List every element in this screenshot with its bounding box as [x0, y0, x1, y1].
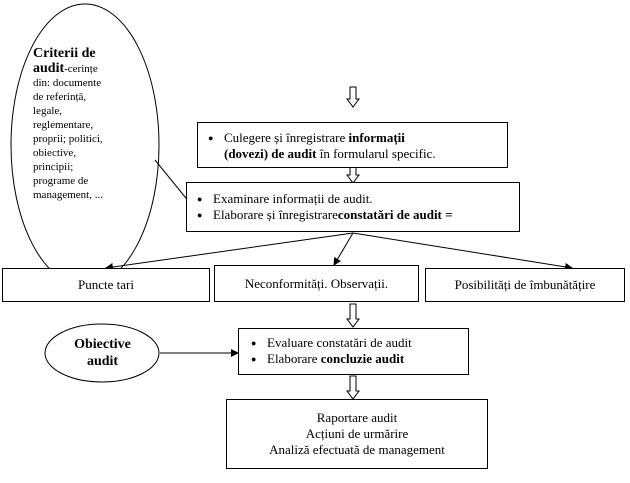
strong-points-box — [2, 268, 210, 302]
criteria-title-line1: Criterii de — [33, 46, 96, 61]
evaluate-box — [238, 328, 469, 375]
objectives-line1: Obiective — [74, 337, 131, 352]
collect-item: ● Culegere și înregistrare informații (dovezi) de audit în formularul specific. — [208, 130, 497, 162]
objectives-line2: audit — [86, 354, 119, 369]
improvements-label: Posibilități de îmbunătățire — [454, 277, 596, 292]
arrow-to-nonconformities — [334, 233, 353, 265]
collect-info-box — [197, 122, 508, 168]
strong-points-label: Puncte tari — [78, 277, 134, 292]
criteria-line: reglementare, — [33, 119, 94, 131]
examine-item-2: ● Elaborare și înregistrareconstatări de audit = — [197, 207, 509, 223]
report-box — [226, 399, 488, 469]
improvements-box — [425, 268, 625, 302]
arrow-to-strong-points — [106, 233, 353, 268]
criteria-title-line2: audit-cerințe — [33, 61, 98, 76]
objectives-text — [55, 335, 150, 371]
criteria-line: din: documente — [33, 77, 102, 89]
criteria-line: programe de — [33, 175, 89, 187]
hollow-arrow-evaluate-report — [347, 376, 359, 399]
criteria-line: proprii; politici, — [33, 133, 103, 145]
examine-info-box — [186, 182, 520, 232]
hollow-arrow-nonconf-evaluate — [347, 304, 359, 327]
examine-item-1: ● Examinare informații de audit. — [197, 191, 509, 207]
evaluate-item-1: ● Evaluare constatări de audit — [251, 335, 456, 351]
report-line3: Analiză efectuată de management — [269, 442, 445, 457]
criteria-text — [33, 45, 143, 202]
criteria-line: principii; — [33, 161, 74, 173]
nonconformities-label: Neconformități. Observații. — [244, 275, 389, 291]
criteria-line: obiective, — [33, 147, 77, 159]
criteria-line: de referință, — [33, 91, 87, 103]
report-line2: Acțiuni de urmărire — [305, 426, 409, 441]
nonconformities-box — [214, 265, 419, 302]
evaluate-item-2: ● Elaborare concluzie audit — [251, 351, 456, 367]
arrow-to-improvements — [353, 233, 572, 268]
report-line1: Raportare audit — [316, 410, 398, 425]
hollow-arrow-top — [347, 87, 359, 107]
criteria-line: management, ... — [33, 189, 103, 201]
criteria-line: legale, — [33, 105, 63, 117]
